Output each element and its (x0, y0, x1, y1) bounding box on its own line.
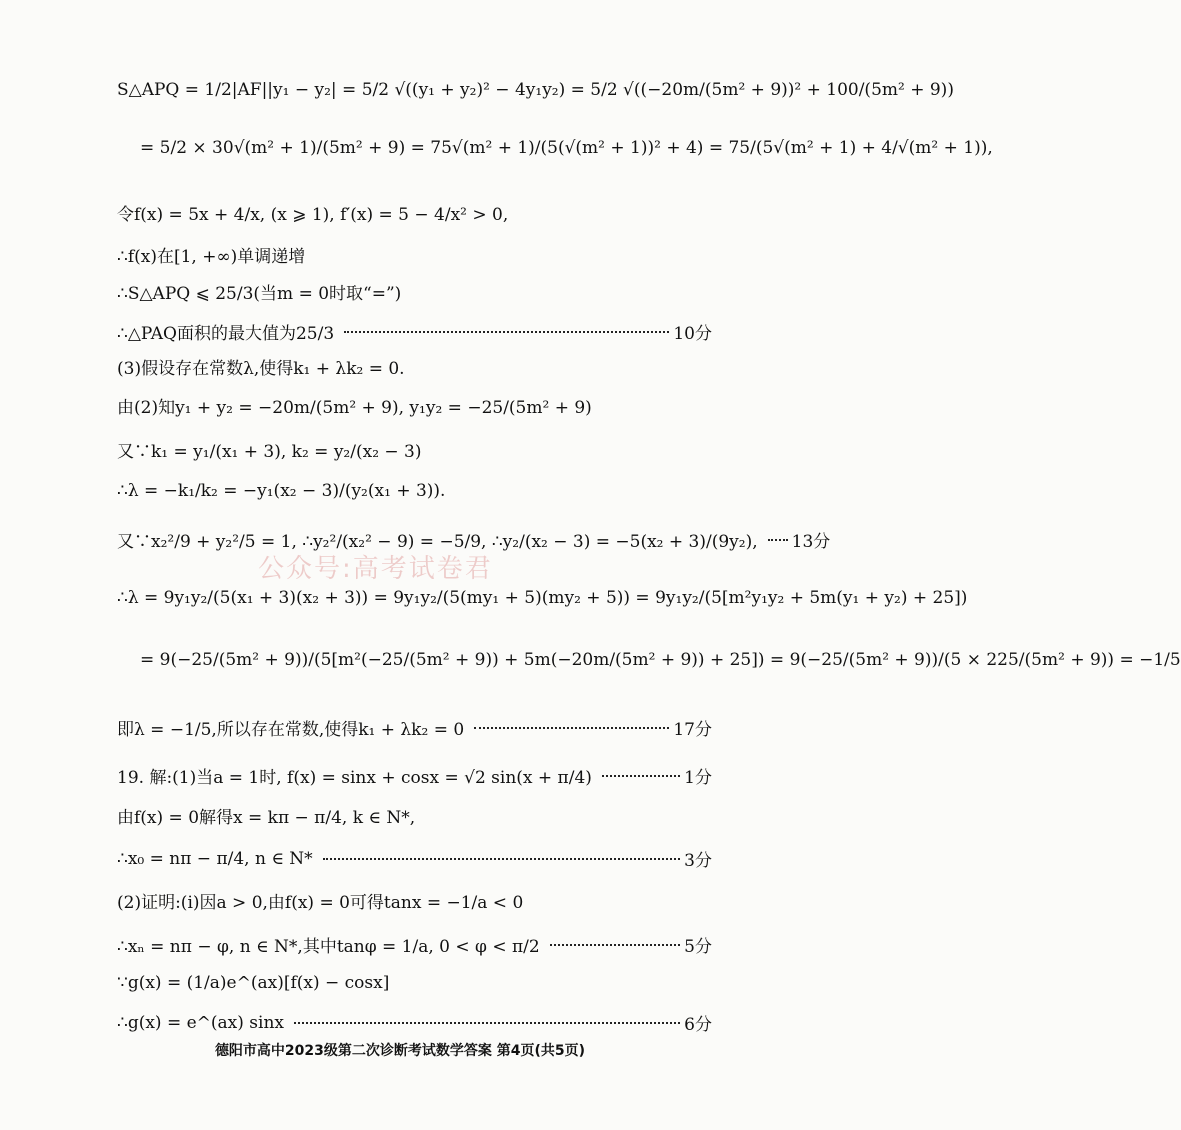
answer-line-part3-assume: (3)假设存在常数λ,使得k₁ + λk₂ = 0. (117, 359, 405, 379)
answer-line-g-simplified: ∴g(x) = e^(ax) sinx 6分 (117, 1010, 712, 1035)
score-label: 6分 (684, 1015, 712, 1035)
answer-line-max-area: ∴△PAQ面积的最大值为25/3 10分 (117, 319, 712, 344)
answer-line-lambda-value: = 9(−25/(5m² + 9))/(5[m²(−25/(5m² + 9)) + 5m(−20m/(5m² + 9)) + 25]) = 9(−25/(5m² + 9))/(5 × 225/(5m² + 9)) = −1/5 (140, 650, 1181, 670)
score-leader-dots (768, 539, 788, 541)
score-label: 17分 (673, 720, 712, 740)
score-label: 1分 (684, 768, 712, 788)
answer-line-vieta: 由(2)知y₁ + y₂ = −20m/(5m² + 9), y₁y₂ = −25/(5m² + 9) (117, 398, 592, 418)
answer-line-zeros: 由f(x) = 0解得x = kπ − π/4, k ∈ N*, (117, 808, 416, 828)
answer-line-area-bound: ∴S△APQ ⩽ 25/3(当m = 0时取“=”) (117, 284, 402, 304)
score-leader-dots (550, 944, 680, 946)
answer-line-g-def: ∵g(x) = (1/a)e^(ax)[f(x) − cosx] (117, 973, 390, 993)
score-leader-dots (294, 1022, 680, 1024)
answer-line-lambda-ratio: ∴λ = −k₁/k₂ = −y₁(x₂ − 3)/(y₂(x₁ + 3)). (117, 481, 446, 501)
score-leader-dots (323, 858, 680, 860)
answer-line-define-f: 令f(x) = 5x + 4/x, (x ⩾ 1), f′(x) = 5 − 4/x² > 0, (117, 205, 509, 225)
score-leader-dots (474, 727, 669, 729)
score-leader-dots (344, 331, 669, 333)
answer-line-xn: ∴xₙ = nπ − φ, n ∈ N*,其中tanφ = 1/a, 0 < φ < π/2 5分 (117, 932, 712, 957)
answer-line-x0: ∴x₀ = nπ − π/4, n ∈ N* 3分 (117, 846, 712, 871)
score-label: 13分 (791, 532, 831, 552)
page-footer: 德阳市高中2023级第二次诊断考试数学答案 第4页(共5页) (214, 1043, 586, 1059)
answer-line-slopes: 又∵k₁ = y₁/(x₁ + 3), k₂ = y₂/(x₂ − 3) (117, 442, 422, 462)
score-leader-dots (602, 775, 680, 777)
answer-line-area-simplified: = 5/2 × 30√(m² + 1)/(5m² + 9) = 75√(m² + 1)/(5(√(m² + 1))² + 4) = 75/(5√(m² + 1) + 4/√(m² + 1)), (140, 138, 993, 158)
watermark: 公众号:高考试卷君 (258, 554, 493, 584)
answer-line-conclusion: 即λ = −1/5,所以存在常数,使得k₁ + λk₂ = 0 17分 (117, 715, 712, 740)
score-label: 5分 (684, 937, 712, 957)
answer-line-ellipse: 又∵x₂²/9 + y₂²/5 = 1, ∴y₂²/(x₂² − 9) = −5/9, ∴y₂/(x₂ − 3) = −5(x₂ + 3)/(9y₂), 13分 (117, 527, 712, 552)
score-label: 3分 (684, 851, 712, 871)
answer-line-q19-part2: (2)证明:(ⅰ)因a > 0,由f(x) = 0可得tanx = −1/a < 0 (117, 893, 524, 913)
score-label: 10分 (673, 324, 712, 344)
answer-line-lambda-expand: ∴λ = 9y₁y₂/(5(x₁ + 3)(x₂ + 3)) = 9y₁y₂/(5(my₁ + 5)(my₂ + 5)) = 9y₁y₂/(5[m²y₁y₂ + 5m(y₁ + y₂) + 25]) (117, 588, 968, 608)
answer-line-q19-part1: 19. 解:(1)当a = 1时, f(x) = sinx + cosx = √2 sin(x + π/4) 1分 (117, 763, 712, 788)
answer-line-area-formula: S△APQ = 1/2|AF||y₁ − y₂| = 5/2 √((y₁ + y₂)² − 4y₁y₂) = 5/2 √((−20m/(5m² + 9))² + 100/(5m² + 9)) (117, 80, 954, 100)
answer-line-monotone: ∴f(x)在[1, +∞)单调递增 (117, 247, 306, 267)
